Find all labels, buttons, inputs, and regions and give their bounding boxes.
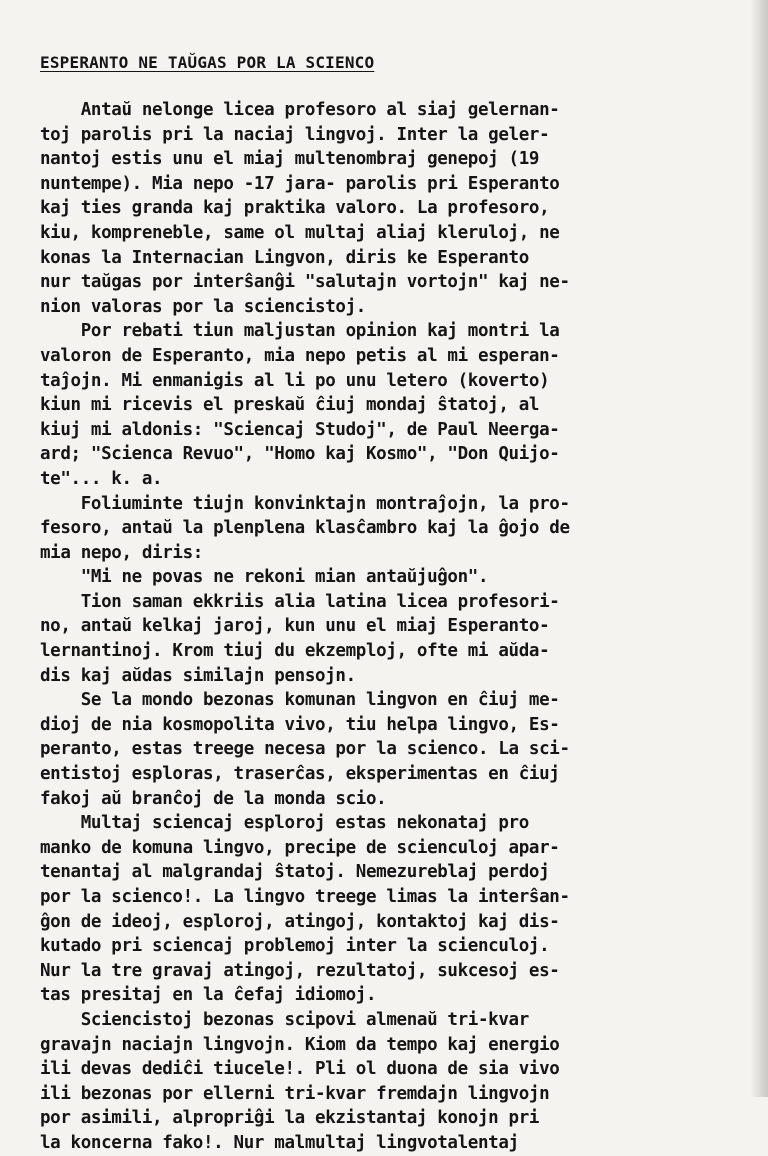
text-line: dis kaj aŭdas similajn pensojn. xyxy=(40,665,356,686)
text-line: nantoj estis unu el miaj multenombraj genepoj (19 xyxy=(40,149,540,170)
text-line: kutado pri sciencaj problemoj inter la scienculoj. xyxy=(40,936,550,957)
text-line: Sciencistoj bezonas scipovi almenaŭ tri-kvar xyxy=(40,1009,529,1030)
text-line: ĝon de ideoj, esploroj, atingoj, kontaktoj kaj dis- xyxy=(40,911,560,932)
text-line: Por rebati tiun maljustan opinion kaj montri la xyxy=(40,321,560,342)
text-line: kiu, kompreneble, same ol multaj aliaj kleruloj, ne xyxy=(40,222,560,243)
text-line: ard; "Scienca Revuo", "Homo kaj Kosmo", "Don Quijo- xyxy=(40,444,560,465)
text-line: por la scienco!. La lingvo treege limas la interŝan- xyxy=(40,887,570,907)
text-line: toj parolis pri la naciaj lingvoj. Inter la geler- xyxy=(40,124,550,145)
text-line: ili bezonas por ellerni tri-kvar fremdajn lingvojn xyxy=(40,1083,550,1104)
text-line: Tion saman ekkriis alia latina licea profesori- xyxy=(40,591,560,612)
text-line: no, antaŭ kelkaj jaroj, kun unu el miaj Esperanto- xyxy=(40,616,550,637)
text-line: mia nepo, diris: xyxy=(40,542,203,563)
text-line: taĵojn. Mi enmanigis al li po unu letero (koverto) xyxy=(40,370,550,391)
text-line: por asimili, alpropriĝi la ekzistantaj konojn pri xyxy=(40,1108,540,1129)
page-edge-shadow xyxy=(750,0,768,1097)
text-line: kiuj mi aldonis: "Sciencaj Studoj", de Paul Neerga- xyxy=(40,419,560,440)
text-line: Nur la tre gravaj atingoj, rezultatoj, sukcesoj es- xyxy=(40,960,560,981)
text-line: tas presitaj en la ĉefaj idiomoj. xyxy=(40,985,377,1006)
text-line: Multaj sciencaj esploroj estas nekonataj pro xyxy=(40,813,529,834)
text-line: dioj de nia kosmopolita vivo, tiu helpa lingvo, Es- xyxy=(40,714,560,735)
text-line: tenantaj al malgrandaj ŝtatoj. Nemezureblaj perdoj xyxy=(40,862,550,883)
text-line: peranto, estas treege necesa por la scienco. La sci- xyxy=(40,739,570,760)
text-line: nur taŭgas por interŝanĝi "salutajn vortojn" kaj ne- xyxy=(40,272,570,293)
text-line: nuntempe). Mia nepo -17 jara- parolis pri Esperanto xyxy=(40,173,560,194)
text-line: ili devas dediĉi tiucele!. Pli ol duona de sia vivo xyxy=(40,1059,560,1080)
text-line: Foliuminte tiujn konvinktajn montraĵojn, la pro- xyxy=(40,493,570,514)
article-body xyxy=(40,98,728,1156)
text-line: Se la mondo bezonas komunan lingvon en ĉiuj me- xyxy=(40,690,560,711)
text-line: nion valoras por la sciencistoj. xyxy=(40,296,366,317)
text-line: kiun mi ricevis el preskaŭ ĉiuj mondaj ŝtatoj, al xyxy=(40,395,540,416)
text-line: te"... k. a. xyxy=(40,468,163,489)
text-line: lernantinoj. Krom tiuj du ekzemploj, ofte mi aŭda- xyxy=(40,641,550,662)
text-line: fakoj aŭ branĉoj de la monda scio. xyxy=(40,788,387,809)
article-title: ESPERANTO NE TAŬGAS POR LA SCIENCO xyxy=(40,53,375,72)
text-line: fesoro, antaŭ la plenplena klasĉambro kaj la ĝojo de xyxy=(40,518,570,539)
text-line: entistoj esploras, traserĉas, eksperimentas en ĉiuj xyxy=(40,764,560,785)
text-line: Antaŭ nelonge licea profesoro al siaj gelernan- xyxy=(40,100,560,120)
text-line: manko de komuna lingvo, precipe de scienculoj apar- xyxy=(40,837,560,858)
text-line: kaj ties granda kaj praktika valoro. La profesoro, xyxy=(40,198,550,219)
text-line: valoron de Esperanto, mia nepo petis al mi esperan- xyxy=(40,345,560,366)
text-line: gravajn naciajn lingvojn. Kiom da tempo kaj energio xyxy=(40,1034,560,1055)
text-line: konas la Internacian Lingvon, diris ke Esperanto xyxy=(40,247,529,268)
text-line: la koncerna fako!. Nur malmultaj lingvotalentaj xyxy=(40,1132,519,1153)
text-line: "Mi ne povas ne rekoni mian antaŭjuĝon". xyxy=(40,567,489,588)
